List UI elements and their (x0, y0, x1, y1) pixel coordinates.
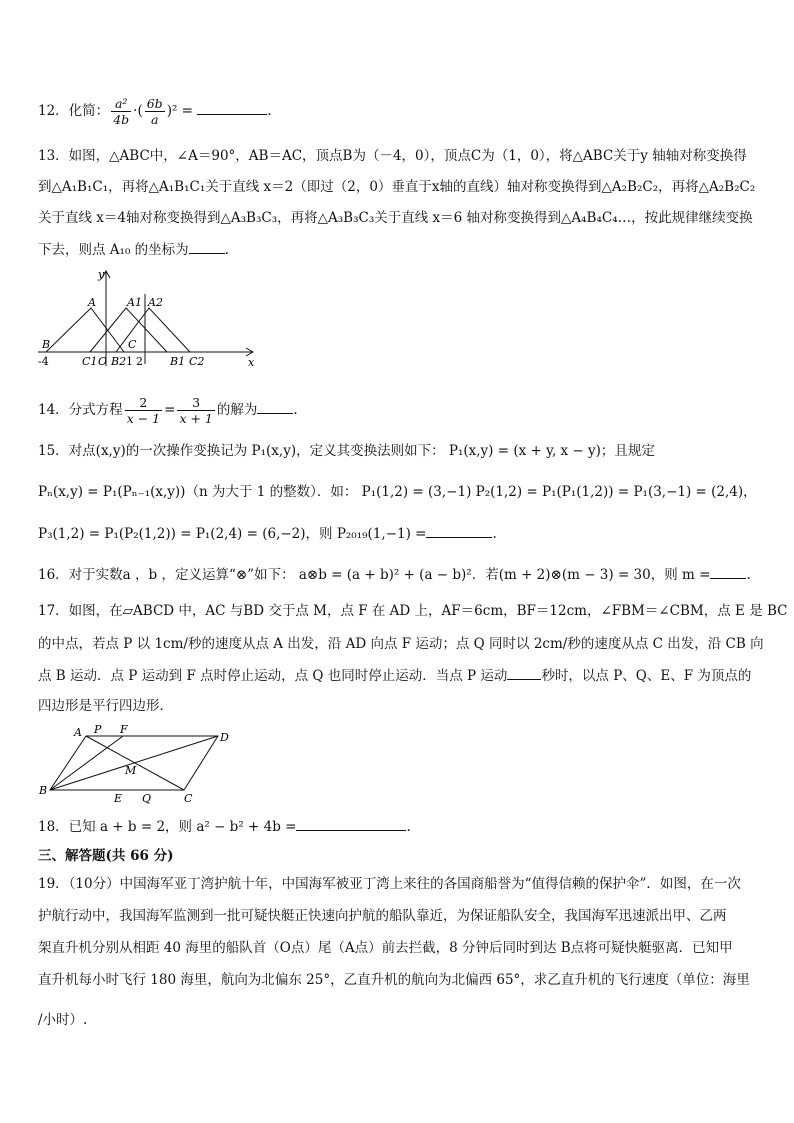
question-19-line-2: 护航行动中，我国海军监测到一批可疑快艇正快速向护航的船队靠近，为保证船队安全，我国海军迅速派出甲、乙两 (38, 908, 727, 924)
diagonal-bd (50, 736, 218, 790)
label-f: F (120, 723, 128, 736)
figure-13-coordinate-diagram (34, 266, 264, 370)
label-e: E (114, 792, 123, 805)
question-13-line-4 (38, 239, 229, 260)
answer-blank[interactable] (189, 239, 225, 254)
question-17-line-2: 的中点，若点 P 以 1cm/秒的速度从点 A 出发，沿 AD 向点 F 运动；点 Q 同时以 2cm/秒的速度从点 C 出发，沿 CB 向 (38, 636, 764, 652)
question-19-line-5: /小时）. (38, 1012, 88, 1028)
question-12 (38, 96, 272, 127)
question-13-line-2: 到△A₁B₁C₁，再将△A₁B₁C₁关于直线 x＝2（即过（2，0）垂直于x轴的直线）轴对称变换得到△A₂B₂C₂，再将△A₂B₂C₂ (38, 179, 756, 195)
q12-mid: ·( (133, 103, 143, 119)
q16-text: 16．对于实数a ，b ，定义运算“⊗”如下： a⊗b = (a + b)² + (a − b)²．若(m + 2)⊗(m − 3) = 30，则 m = (38, 567, 711, 583)
label-b2: B2 (111, 355, 127, 368)
fraction-numerator: a² (111, 96, 131, 112)
q14-equals: = (164, 402, 176, 418)
q15-line-3-text: P₃(1,2) = P₁(P₂(1,2)) = P₁(2,4) = (6,−2)，则 P₂₀₁₉(1,−1) = (38, 526, 427, 542)
label-a1: A1 (127, 296, 142, 309)
question-17-line-3 (38, 665, 751, 686)
answer-blank[interactable] (426, 523, 492, 538)
fraction-numerator: 2 (125, 395, 162, 411)
fraction-3-over-x-plus-1 (177, 395, 214, 426)
tick-2: 2 (136, 355, 143, 368)
question-13-line-3: 关于直线 x＝4轴对称变换得到△A₃B₃C₃，再将△A₃B₃C₃关于直线 x＝6 轴对称变换得到△A₄B₄C₄…，按此规律继续变换 (38, 210, 753, 226)
question-16 (38, 564, 751, 585)
answer-blank[interactable] (507, 665, 541, 680)
segment-bf (50, 736, 123, 790)
fraction-2-over-x-minus-1 (125, 395, 162, 426)
answer-blank[interactable] (710, 564, 746, 579)
answer-blank[interactable] (197, 100, 267, 115)
q14-end: . (293, 402, 298, 418)
label-y: y (98, 268, 105, 281)
question-13-line-1: 13．如图，△ABC中，∠A＝90°，AB＝AC，顶点B为（－4，0），顶点C为（1，0），将△ABC关于y 轴轴对称变换得 (38, 148, 747, 164)
question-15-line-3 (38, 523, 497, 544)
q12-end: . (267, 103, 272, 119)
label-a: A (88, 296, 96, 309)
q14-suffix: 的解为 (216, 402, 258, 418)
label-b: B (42, 338, 51, 351)
fraction-denominator: x − 1 (126, 411, 161, 426)
q12-suffix: )² = (166, 103, 193, 119)
label-b1: B1 (170, 355, 186, 368)
tick-neg4: -4 (38, 355, 49, 368)
question-15-line-1: 15．对点(x,y)的一次操作变换记为 P₁(x,y)，定义其变换法则如下： P₁(x,y) = (x + y, x − y)；且规定 (38, 443, 655, 459)
q13-end: . (224, 242, 229, 258)
q14-prefix: 14．分式方程 (38, 402, 123, 418)
question-15-line-2: Pₙ(x,y) = P₁(Pₙ₋₁(x,y))（n 为大于 1 的整数）．如： P₁(1,2) = (3,−1) P₂(1,2) = P₁(P₁(1,2)) = P₁(3,−1) = (2,4)， (38, 484, 757, 500)
label-a: A (74, 726, 82, 739)
q17-line-3-text-a: 点 B 运动．点 P 运动到 F 点时停止运动，点 Q 也同时停止运动．当点 P 运动 (38, 668, 508, 684)
question-19-line-3: 架直升机分别从相距 40 海里的船队首（O点）尾（A点）前去拦截，8 分钟后同时到达 B点将可疑快艇驱离．已知甲 (38, 940, 733, 956)
label-o: O (98, 355, 108, 368)
label-c: C (184, 792, 193, 805)
q12-prefix: 12．化简： (38, 103, 110, 119)
section-title: 三、解答题(共 66 分) (38, 848, 174, 864)
fraction-denominator: x + 1 (179, 411, 213, 426)
label-m: M (125, 764, 137, 777)
question-14 (38, 392, 298, 428)
label-q: Q (142, 792, 152, 805)
figure-17-parallelogram (36, 722, 236, 806)
answer-blank[interactable] (296, 816, 406, 831)
question-18 (38, 816, 411, 837)
label-x: x (248, 356, 255, 369)
label-d: D (220, 731, 229, 744)
label-a2: A2 (148, 296, 163, 309)
q13-line-4-text: 下去，则点 A₁₀ 的坐标为 (38, 242, 189, 258)
fraction-numerator: 6b (146, 96, 163, 111)
fraction-denominator: 4b (113, 112, 130, 127)
question-19-line-4: 直升机每小时飞行 180 海里，航向为北偏东 25°，乙直升机的航向为北偏西 65°，求乙直升机的飞行速度（单位：海里 (38, 972, 750, 988)
label-c: C (128, 338, 137, 351)
label-c1: C1 (82, 355, 98, 368)
q17-line-3-text-b: 秒时，以点 P、Q、E、F 为顶点的 (541, 668, 752, 684)
question-17-line-4: 四边形是平行四边形． (38, 698, 173, 714)
q18-end: . (406, 819, 411, 835)
label-b: B (39, 784, 48, 797)
answer-blank[interactable] (257, 399, 293, 414)
question-19-line-1: 19．（10分）中国海军亚丁湾护航十年，中国海军被亚丁湾上来往的各国商船誉为“值得信赖的保护伞”．如图，在一次 (38, 876, 741, 892)
label-p: P (94, 723, 102, 736)
q15-end: . (492, 526, 497, 542)
question-17-line-1: 17．如图，在▱ABCD 中，AC 与BD 交于点 M，点 F 在 AD 上，AF＝6cm，BF＝12cm，∠FBM＝∠CBM，点 E 是 BC (38, 603, 788, 619)
label-c2: C2 (189, 355, 205, 368)
q18-text: 18．已知 a + b = 2，则 a² − b² + 4b = (38, 819, 297, 835)
fraction-a2-4b (111, 96, 131, 127)
fraction-6b-a (145, 96, 165, 127)
triangle-abc (46, 308, 124, 352)
fraction-denominator: a (150, 112, 159, 127)
q16-end: . (746, 567, 751, 583)
fraction-numerator: 3 (177, 395, 214, 411)
tick-1: 1 (126, 355, 133, 368)
